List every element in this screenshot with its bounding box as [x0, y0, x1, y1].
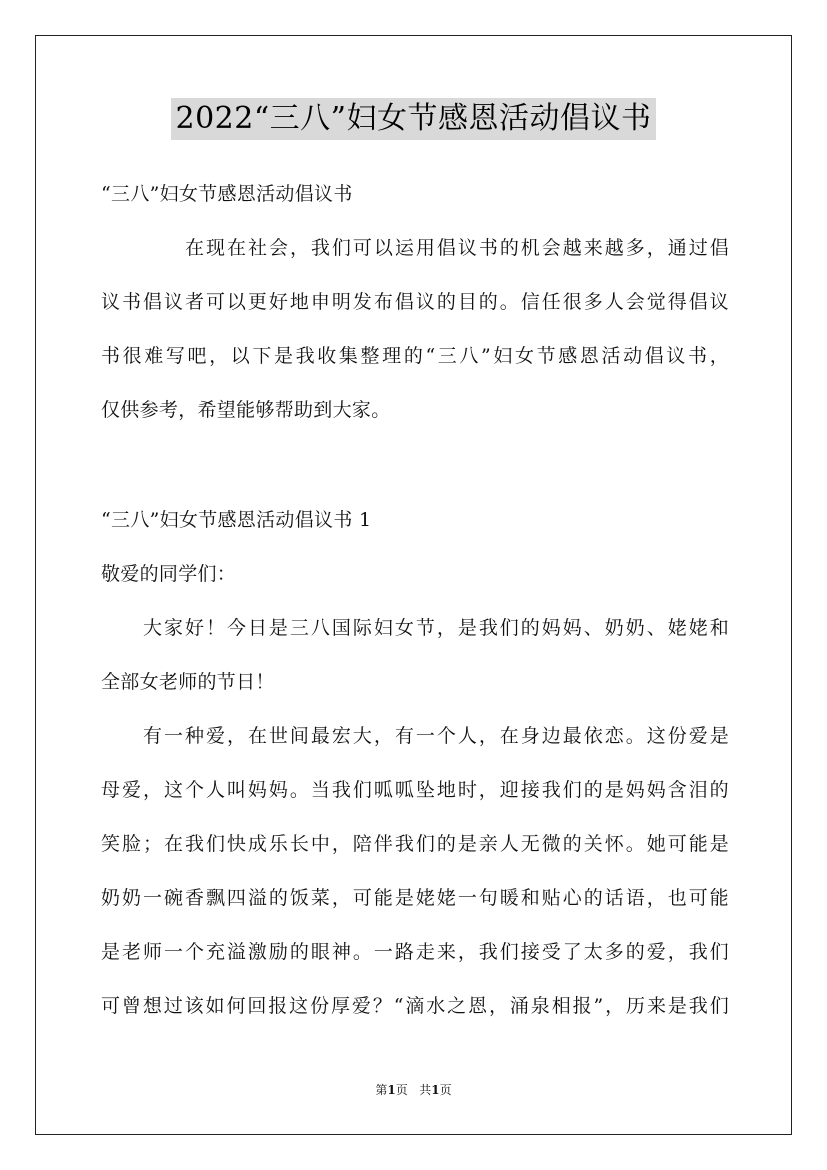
- intro-line: 仅供参考，希望能够帮助到大家。: [101, 399, 391, 421]
- page-label-suffix: 页: [395, 1083, 408, 1097]
- title-container: [0, 98, 827, 140]
- document-subtitle: “三八”妇女节感恩活动倡议书: [101, 183, 353, 205]
- page-number: 1: [387, 1083, 396, 1097]
- page-label-prefix: 第: [375, 1083, 388, 1097]
- intro-line: 议书倡议者可以更好地申明发布倡议的目的。信任很多人会觉得倡议: [101, 291, 729, 313]
- total-pages: 1: [431, 1083, 440, 1097]
- paragraph-line: 母爱，这个人叫妈妈。当我们呱呱坠地时，迎接我们的是妈妈含泪的: [101, 779, 729, 801]
- page-footer: [0, 1082, 827, 1098]
- total-prefix: 共: [419, 1083, 432, 1097]
- section-title: “三八”妇女节感恩活动倡议书 1: [101, 509, 372, 531]
- document-title: 2022“三八”妇女节感恩活动倡议书: [171, 98, 655, 140]
- paragraph-line: 是老师一个充溢激励的眼神。一路走来，我们接受了太多的爱，我们: [101, 941, 729, 963]
- paragraph-line: 奶奶一碗香飘四溢的饭菜，可能是姥姥一句暖和贴心的话语，也可能: [101, 887, 729, 909]
- paragraph-line: 笑脸；在我们快成乐长中，陪伴我们的是亲人无微的关怀。她可能是: [101, 833, 729, 855]
- paragraph-line: 可曾想过该如何回报这份厚爱？“滴水之恩，涌泉相报”，历来是我们: [101, 995, 729, 1017]
- total-suffix: 页: [439, 1083, 452, 1097]
- paragraph-line: 有一种爱，在世间最宏大，有一个人，在身边最依恋。这份爱是: [143, 725, 729, 747]
- paragraph-line: 大家好！今日是三八国际妇女节，是我们的妈妈、奶奶、姥姥和: [143, 617, 729, 639]
- intro-line: 在现在社会，我们可以运用倡议书的机会越来越多，通过倡: [185, 237, 729, 259]
- intro-line: 书很难写吧，以下是我收集整理的“三八”妇女节感恩活动倡议书，: [101, 345, 729, 367]
- salutation: 敬爱的同学们：: [101, 563, 237, 585]
- paragraph-line: 全部女老师的节日！: [101, 671, 275, 693]
